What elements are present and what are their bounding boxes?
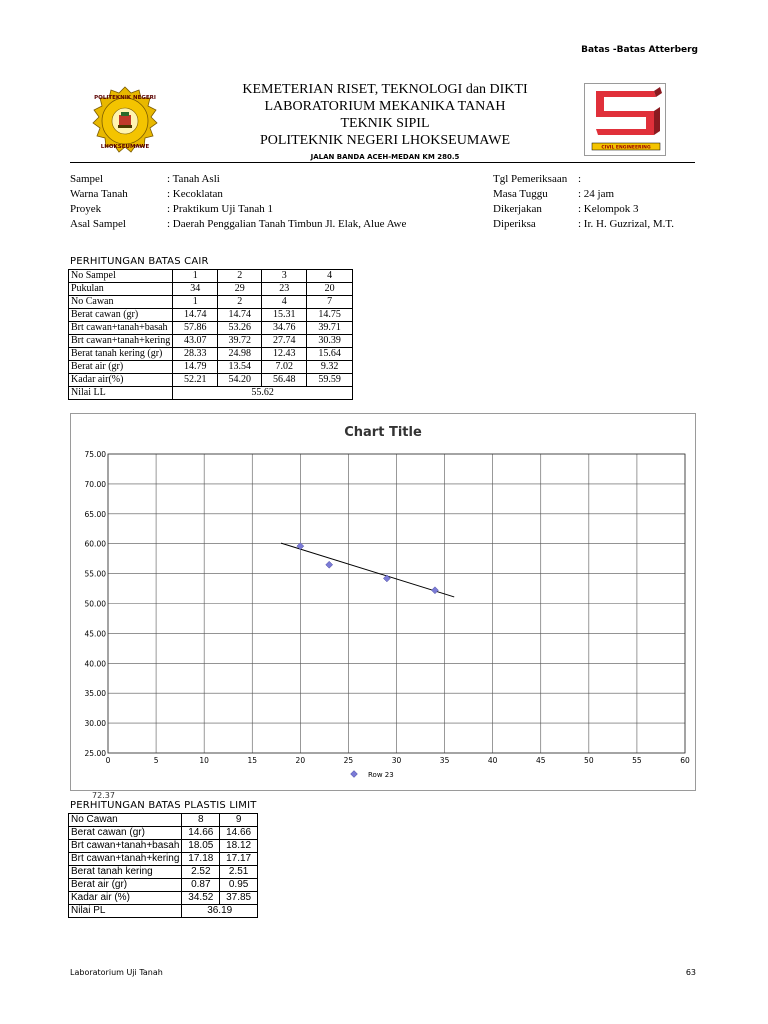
data-point <box>326 561 333 568</box>
x-tick-label: 5 <box>153 756 159 765</box>
institution-line-3: TEKNIK SIPIL <box>340 116 430 131</box>
chart-title: Chart Title <box>344 425 422 440</box>
info-label-proyek: Proyek <box>70 203 102 215</box>
table-row: Pukulan 34 29 23 20 <box>69 283 353 296</box>
info-value-asal: : Daerah Penggalian Tanah Timbun Jl. Elak, Alue Awe <box>167 218 407 230</box>
table-row: Brt cawan+tanah+basah 18.05 18.12 <box>69 840 258 853</box>
info-value-masa: : 24 jam <box>578 188 615 200</box>
stray-value-label: 72.37 <box>92 791 115 800</box>
y-tick-label: 50.00 <box>84 599 106 609</box>
y-tick-label: 30.00 <box>84 719 106 729</box>
info-label-dikerjakan: Dikerjakan <box>493 203 542 215</box>
institution-line-2: LABORATORIUM MEKANIKA TANAH <box>264 99 506 114</box>
x-tick-label: 45 <box>535 756 546 765</box>
page-number: 63 <box>685 968 696 977</box>
plastic-limit-table <box>68 813 258 918</box>
x-tick-label: 35 <box>439 756 450 765</box>
x-tick-label: 50 <box>584 756 594 765</box>
x-tick-label: 25 <box>343 756 354 765</box>
info-value-diperiksa: : Ir. H. Guzrizal, M.T. <box>578 218 675 230</box>
y-tick-label: 40.00 <box>84 659 106 669</box>
nilai-ll-value: 55.62 <box>173 387 353 400</box>
info-value-sampel: : Tanah Asli <box>167 173 220 185</box>
y-tick-label: 65.00 <box>84 509 106 519</box>
nilai-ll-label: Nilai LL <box>69 387 173 400</box>
nilai-pl-label: Nilai PL <box>69 905 182 918</box>
liquid-limit-title: PERHITUNGAN BATAS CAIR <box>70 256 209 267</box>
y-tick-label: 70.00 <box>84 479 106 489</box>
x-tick-label: 55 <box>632 756 642 765</box>
info-value-warna: : Kecoklatan <box>167 188 223 200</box>
info-label-masa: Masa Tuggu <box>493 188 548 200</box>
data-point <box>383 575 390 582</box>
logo-caption: CIVIL ENGINEERING <box>601 145 651 151</box>
legend-marker <box>351 771 358 778</box>
info-label-asal: Asal Sampel <box>70 218 126 230</box>
flow-curve-chart <box>70 413 696 800</box>
institution-line-1: KEMETERIAN RISET, TEKNOLOGI dan DIKTI <box>242 82 528 97</box>
y-tick-label: 75.00 <box>84 450 106 459</box>
table-row: Brt cawan+tanah+kering 43.07 39.72 27.74 30.39 <box>69 335 353 348</box>
x-tick-label: 20 <box>295 756 306 765</box>
sample-info-right <box>493 172 674 232</box>
trendline <box>281 543 454 597</box>
institution-line-4: POLITEKNIK NEGERI LHOKSEUMAWE <box>259 133 511 148</box>
x-tick-label: 0 <box>105 756 111 765</box>
table-row: No Cawan 1 2 4 7 <box>69 296 353 309</box>
table-row: Kadar air(%) 52.21 54.20 56.48 59.59 <box>69 374 353 387</box>
footer-lab-name: Laboratorium Uji Tanah <box>70 968 163 977</box>
x-tick-label: 40 <box>487 756 498 765</box>
table-row: No Cawan 8 9 <box>69 814 258 827</box>
x-tick-label: 30 <box>391 756 402 765</box>
table-row: Berat air (gr) 0.87 0.95 <box>69 879 258 892</box>
x-tick-label: 60 <box>680 756 690 765</box>
logo-text-top: POLITEKNIK NEGERI <box>94 95 156 101</box>
info-value-dikerjakan: : Kelompok 3 <box>578 203 639 215</box>
y-tick-label: 35.00 <box>84 689 106 699</box>
info-label-diperiksa: Diperiksa <box>493 218 536 230</box>
table-row: Berat tanah kering 2.52 2.51 <box>69 866 258 879</box>
plastic-limit-title: PERHITUNGAN BATAS PLASTIS LIMIT <box>70 800 257 811</box>
info-label-sampel: Sampel <box>70 173 103 185</box>
table-row <box>69 905 258 918</box>
polytechnic-logo <box>80 86 170 156</box>
x-tick-label: 10 <box>199 756 209 765</box>
y-tick-label: 60.00 <box>84 539 106 549</box>
chart-svg <box>71 414 695 800</box>
table-row: Kadar air (%) 34.52 37.85 <box>69 892 258 905</box>
y-tick-label: 55.00 <box>84 569 106 579</box>
info-value-tgl: : <box>578 173 582 185</box>
civil-engineering-logo <box>584 83 666 156</box>
table-row: Berat air (gr) 14.79 13.54 7.02 9.32 <box>69 361 353 374</box>
sample-info-left <box>70 172 406 232</box>
data-point <box>431 587 438 594</box>
table-row: Brt cawan+tanah+basah 57.86 53.26 34.76 39.71 <box>69 322 353 335</box>
table-row: Berat tanah kering (gr) 28.33 24.98 12.43 15.64 <box>69 348 353 361</box>
document-title: Batas -Batas Atterberg <box>581 45 698 55</box>
legend-label: Row 23 <box>368 771 394 779</box>
logo-text-bottom: LHOKSEUMAWE <box>100 144 150 150</box>
table-row: Berat cawan (gr) 14.66 14.66 <box>69 827 258 840</box>
nilai-pl-value: 36.19 <box>182 905 258 918</box>
liquid-limit-table <box>68 269 353 400</box>
table-row: No Sampel 1 2 3 4 <box>69 270 353 283</box>
table-row: Berat cawan (gr) 14.74 14.74 15.31 14.75 <box>69 309 353 322</box>
table-row <box>69 387 353 400</box>
table-row: Brt cawan+tanah+kering 17.18 17.17 <box>69 853 258 866</box>
x-tick-label: 15 <box>247 756 258 765</box>
header-divider <box>70 162 695 163</box>
info-label-warna: Warna Tanah <box>70 188 128 200</box>
institution-header <box>200 81 570 149</box>
y-tick-label: 25.00 <box>84 749 106 758</box>
info-value-proyek: : Praktikum Uji Tanah 1 <box>167 203 273 215</box>
info-label-tgl: Tgl Pemeriksaan <box>493 173 568 185</box>
y-tick-label: 45.00 <box>84 629 106 639</box>
institution-address: JALAN BANDA ACEH-MEDAN KM 280.5 <box>310 153 460 161</box>
